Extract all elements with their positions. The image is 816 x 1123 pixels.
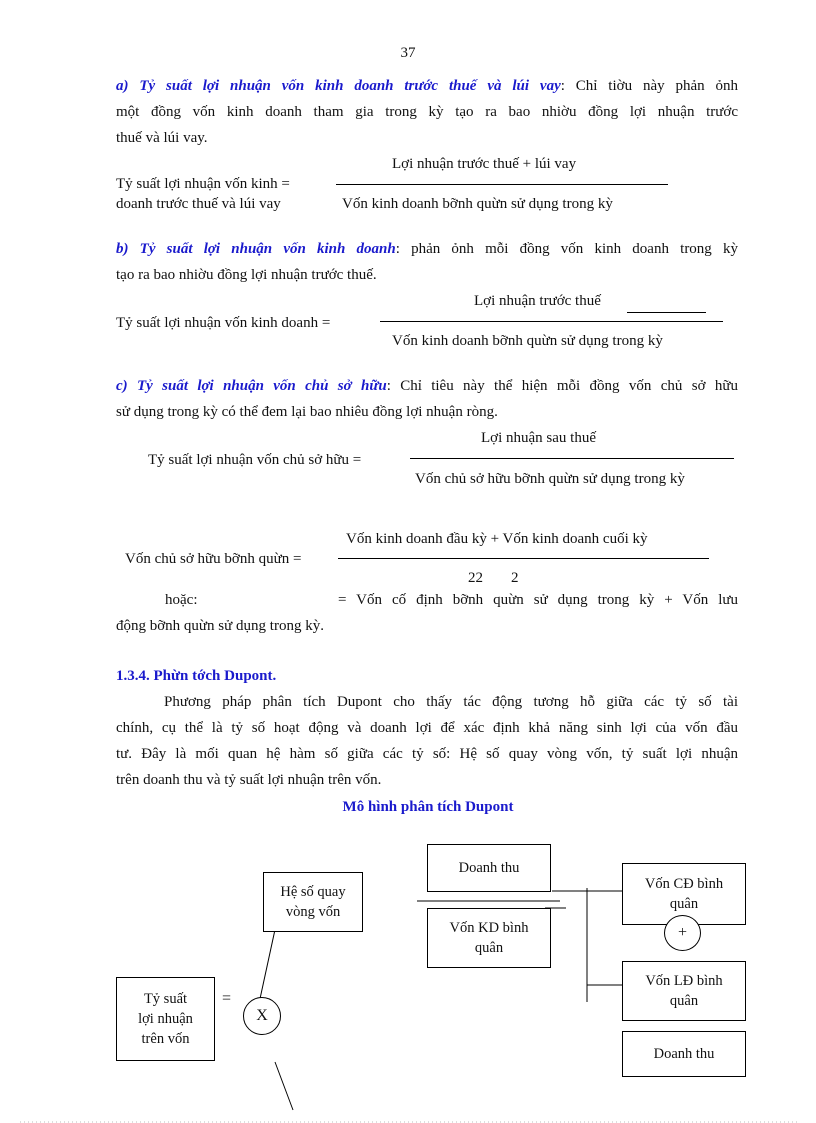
formula-a-left1: Tỷ suất lợi nhuận vốn kinh =: [116, 176, 290, 192]
avg-equity-denominator-b: 2: [511, 570, 519, 586]
avg-equity-alt-line2: động bỡnh quừn sử dụng trong kỳ.: [116, 618, 324, 634]
formula-b-fraction-bar: [380, 321, 723, 322]
capital-box-line2: quân: [474, 940, 504, 956]
fixed-capital-box-line1: Vốn CĐ bình: [644, 876, 724, 892]
section-b-title: b) Tỷ suất lợi nhuận vốn kinh doanh: [116, 241, 396, 257]
formula-a-numerator: Lợi nhuận trước thuế + lúi vay: [392, 156, 577, 172]
avg-equity-fraction-bar: [338, 558, 709, 559]
equals-sign: =: [222, 990, 232, 1007]
roe-box: [116, 977, 215, 1061]
section-b-line1: [116, 236, 738, 262]
formula-b-left: Tỷ suất lợi nhuận vốn kinh doanh =: [116, 315, 331, 331]
section-a-line2: một đồng vốn kinh doanh tham gia trong kỳ tạo ra bao nhiờu đồng lợi nhuận trước: [116, 104, 738, 120]
section-c-desc1: : Chỉ tiêu này thể hiện mỗi đồng vốn chủ sở hữu: [386, 378, 738, 394]
formula-a-left2: doanh trước thuế và lúi vay: [116, 196, 281, 212]
revenue-box-right: [622, 1031, 746, 1077]
diagram-title: Mô hình phân tích Dupont: [342, 799, 514, 815]
section-134-para1: Phương pháp phân tích Dupont cho thấy tác động tương hỗ giữa các tỷ số tài: [164, 694, 738, 710]
turnover-box-line2: vòng vốn: [285, 904, 341, 920]
roe-box-line3: trên vốn: [141, 1031, 190, 1047]
plus-circle: [664, 915, 701, 951]
formula-b-numerator-underline: [627, 312, 706, 313]
section-b-desc1: : phản ỏnh mỗi đồng vốn kinh doanh trong kỳ: [395, 241, 738, 257]
avg-equity-denominator-a: 22: [468, 570, 483, 586]
formula-a-fraction-bar: [336, 184, 668, 185]
fixed-capital-box-line2: quân: [669, 896, 699, 912]
roe-box-line1: Tỷ suất: [143, 991, 188, 1007]
section-134-para2: chính, cụ thể là tỷ số hoạt động và doanh lợi để xác định khả năng sinh lợi của vốn đầu: [116, 720, 738, 736]
formula-c-left: Tỷ suất lợi nhuận vốn chủ sở hữu =: [148, 452, 362, 468]
working-capital-box-line1: Vốn LĐ bình: [645, 973, 723, 989]
page-number: 37: [400, 45, 416, 61]
section-134-para4: trên doanh thu và tỷ suất lợi nhuận trên vốn.: [116, 772, 382, 788]
formula-c-numerator: Lợi nhuận sau thuế: [481, 430, 596, 446]
section-a-desc1: : Chỉ tiờu này phản ỏnh: [560, 78, 738, 94]
working-capital-box-line2: quân: [669, 993, 699, 1009]
avg-equity-numerator: Vốn kinh doanh đầu kỳ + Vốn kinh doanh cuối kỳ: [346, 531, 648, 547]
capital-box: [427, 908, 551, 968]
section-b-line2: tạo ra bao nhiờu đồng lợi nhuận trước thuế.: [116, 267, 377, 283]
formula-b-numerator: Lợi nhuận trước thuế: [474, 293, 601, 309]
formula-a-denominator: Vốn kinh doanh bỡnh quừn sử dụng trong kỳ: [342, 196, 613, 212]
section-a-line3: thuế và lúi vay.: [116, 130, 208, 146]
revenue-box-right-label: Doanh thu: [653, 1046, 715, 1062]
avg-equity-alt-line1: = Vốn cố định bỡnh quừn sử dụng trong kỳ + Vốn lưu: [338, 592, 738, 608]
section-c-title: c) Tỷ suất lợi nhuận vốn chủ sở hữu: [116, 378, 387, 394]
formula-c-denominator: Vốn chủ sở hữu bỡnh quừn sử dụng trong kỳ: [415, 471, 685, 487]
capital-box-line1: Vốn KD bình: [449, 920, 529, 936]
avg-equity-left: Vốn chủ sở hữu bỡnh quừn =: [125, 551, 302, 567]
multiply-sign: X: [256, 1007, 268, 1024]
working-capital-box: [622, 961, 746, 1021]
avg-equity-or-label: hoặc:: [165, 592, 198, 608]
multiply-circle: [243, 997, 281, 1035]
plus-sign: +: [677, 924, 688, 941]
revenue-box: [427, 844, 551, 892]
turnover-box-line1: Hệ số quay: [280, 884, 346, 900]
section-c-line2: sử dụng trong kỳ có thể đem lại bao nhiêu đồng lợi nhuận ròng.: [116, 404, 498, 420]
section-134-para3: tư. Đây là mối quan hệ hàm số giữa các tỷ số: Hệ số quay vòng vốn, tỷ suất lợi nhuận: [116, 746, 738, 762]
formula-c-fraction-bar: [410, 458, 734, 459]
revenue-box-label: Doanh thu: [458, 860, 520, 876]
turnover-box: [263, 872, 363, 932]
section-a-line1: [116, 73, 738, 99]
section-c-line1: [116, 373, 738, 399]
roe-box-line2: lợi nhuận: [138, 1011, 193, 1027]
formula-b-denominator: Vốn kinh doanh bỡnh quừn sử dụng trong kỳ: [392, 333, 663, 349]
section-a-title: a) Tỷ suất lợi nhuận vốn kinh doanh trước thuế và lúi vay: [116, 78, 561, 94]
section-134-heading: 1.3.4. Phừn tớch Dupont.: [116, 668, 277, 684]
